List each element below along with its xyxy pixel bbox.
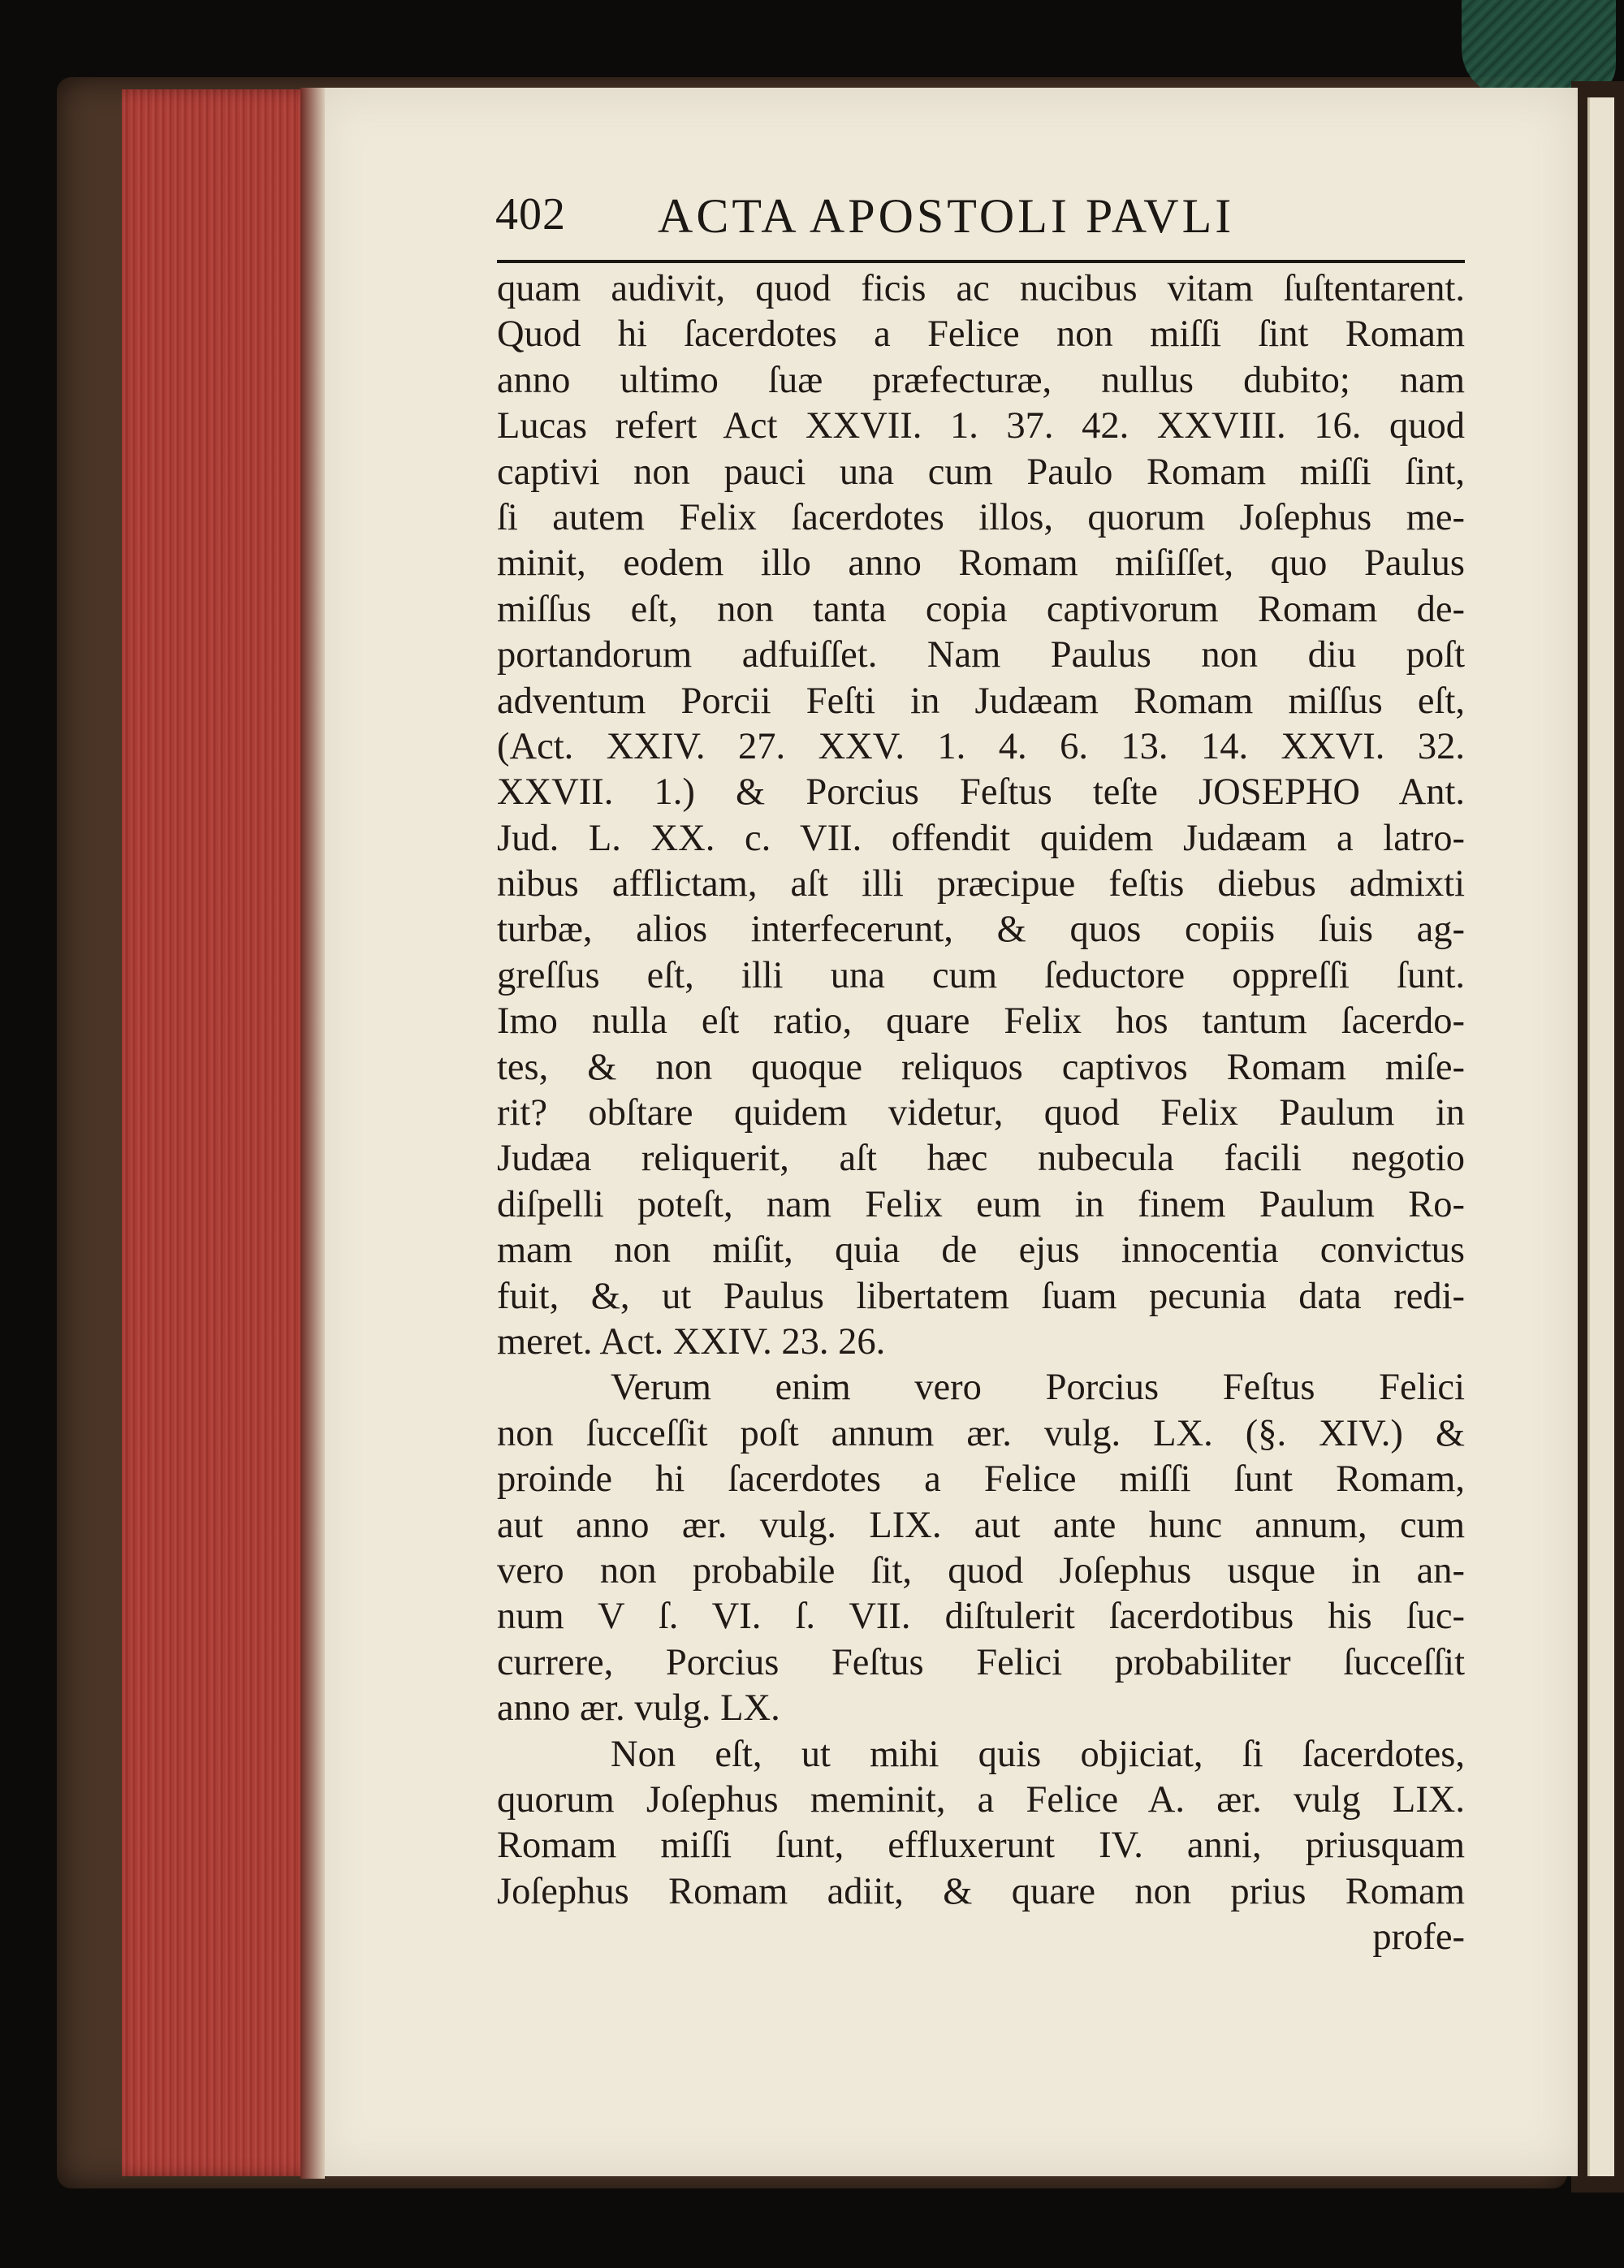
text-line: greſſus eſt, illi una cum ſeductore oppreſſi ſunt.: [497, 954, 1465, 996]
text-line: quam audivit, quod ficis ac nucibus vitam ſuſtentarent.: [497, 268, 1465, 309]
text-line: adventum Porcii Feſti in Judæam Romam miſſus eſt,: [497, 680, 1465, 722]
text-line: ſi autem Felix ſacerdotes illos, quorum Joſephus me-: [497, 496, 1465, 538]
text-line: Non eſt, ut mihi quis objiciat, ſi ſacerdotes,: [611, 1733, 1465, 1775]
text-line: anno ultimo ſuæ præfecturæ, nullus dubito; nam: [497, 359, 1465, 401]
text-line: Quod hi ſacerdotes a Felice non miſſi ſint Romam: [497, 313, 1465, 356]
text-line: Jud. L. XX. c. VII. offendit quidem Judæam a latro-: [497, 817, 1465, 859]
text-line: tes, & non quoque reliquos captivos Romam miſe-: [497, 1046, 1465, 1088]
text-line: mam non miſit, quia de ejus innocentia convictus: [497, 1229, 1465, 1272]
page-header: [495, 188, 1470, 253]
text-line: diſpelli poteſt, nam Felix eum in finem Paulum Ro-: [497, 1183, 1465, 1225]
text-line: (Act. XXIV. 27. XXV. 1. 4. 6. 13. 14. XXVI. 32.: [497, 725, 1465, 767]
page-number: 402: [495, 189, 566, 240]
text-line: nibus afflictam, aſt illi præcipue feſtis diebus admixti: [497, 863, 1465, 905]
text-line: Romam miſſi ſunt, effluxerunt IV. anni, priusquam: [497, 1825, 1465, 1867]
text-line: vero non probabile ſit, quod Joſephus usque in an-: [497, 1549, 1465, 1592]
text-line: minit, eodem illo anno Romam miſiſſet, quo Paulus: [497, 542, 1465, 585]
body-text: [497, 266, 1465, 1960]
header-rule: [497, 260, 1465, 263]
text-line: Judæa reliquerit, aſt hæc nubecula facili negotio: [497, 1138, 1465, 1180]
running-title: ACTA APOSTOLI PAVLI: [658, 189, 1235, 243]
text-line: XXVII. 1.) & Porcius Feſtus teſte JOSEPHO Ant.: [497, 771, 1465, 814]
text-line: num V ſ. VI. ſ. VII. diſtulerit ſacerdotibus his ſuc-: [497, 1596, 1465, 1638]
text-line: turbæ, alios interfecerunt, & quos copiis ſuis ag-: [497, 909, 1465, 951]
text-line: proinde hi ſacerdotes a Felice miſſi ſunt Romam,: [497, 1458, 1465, 1501]
text-line: Imo nulla eſt ratio, quare Felix hos tantum ſacerdo-: [497, 1000, 1465, 1043]
text-line: currere, Porcius Feſtus Felici probabiliter ſucceſſit: [497, 1641, 1465, 1683]
text-line: rit? obſtare quidem videtur, quod Felix Paulum in: [497, 1092, 1465, 1134]
text-line: portandorum adfuiſſet. Nam Paulus non diu poſt: [497, 634, 1465, 676]
red-page-edges: [122, 89, 317, 2176]
text-line: captivi non pauci una cum Paulo Romam miſſi ſint,: [497, 451, 1465, 493]
text-line: miſſus eſt, non tanta copia captivorum Romam de-: [497, 588, 1465, 630]
text-line: aut anno ær. vulg. LIX. aut ante hunc annum, cum: [497, 1504, 1465, 1546]
text-line: quorum Joſephus meminit, a Felice A. ær. vulg LIX.: [497, 1778, 1465, 1821]
text-line: anno ær. vulg. LX.: [497, 1687, 780, 1730]
catchword: profe-: [1372, 1916, 1465, 1959]
text-line: fuit, &, ut Paulus libertatem ſuam pecunia data redi-: [497, 1275, 1465, 1317]
page-gutter: [300, 88, 325, 2179]
facing-page-edge: [1587, 97, 1614, 2176]
text-line: Joſephus Romam adiit, & quare non prius Romam: [497, 1870, 1465, 1912]
text-line: meret. Act. XXIV. 23. 26.: [497, 1320, 886, 1363]
text-line: Lucas refert Act XXVII. 1. 37. 42. XXVIII. 16. quod: [497, 405, 1465, 447]
text-line: non ſucceſſit poſt annum ær. vulg. LX. (§. XIV.) &: [497, 1412, 1465, 1454]
text-line: Verum enim vero Porcius Feſtus Felici: [611, 1367, 1465, 1409]
